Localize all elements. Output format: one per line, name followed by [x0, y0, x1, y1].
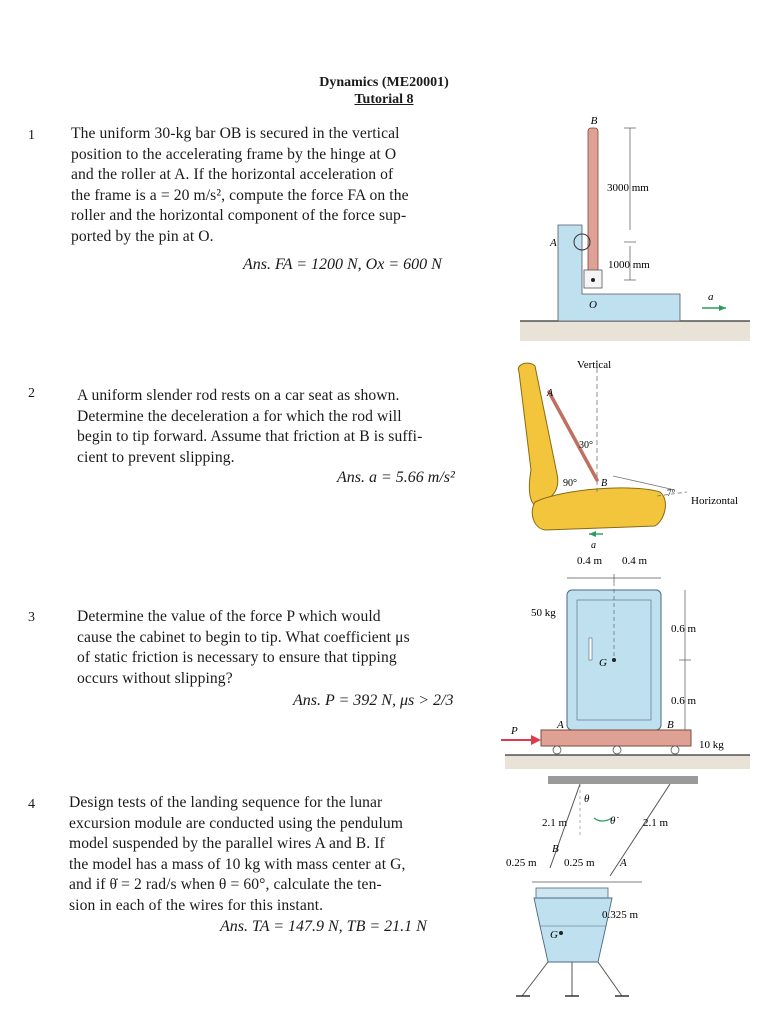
cart — [541, 730, 691, 746]
label-height-2: 0.6 m — [671, 695, 697, 707]
problem-4-text — [69, 793, 459, 916]
problem-1-line: The uniform 30-kg bar OB is secured in the vertical — [71, 125, 400, 142]
problem-3-line: occurs without slipping? — [77, 669, 233, 687]
problem-4-line: Design tests of the landing sequence for the lunar — [69, 794, 383, 811]
problem-1-text — [71, 124, 467, 247]
problem-2-line: cient to prevent slipping. — [77, 448, 235, 466]
arrow-head — [531, 735, 541, 745]
label-3000mm: 3000 mm — [607, 182, 649, 194]
course-title: Dynamics (ME20001) — [319, 75, 449, 90]
rod — [549, 392, 597, 480]
problem-1-answer: Ans. FA = 1200 N, Ox = 600 N — [243, 256, 442, 273]
wheel — [671, 746, 679, 754]
problem-4-number: 4 — [28, 797, 35, 812]
label-0-325m: 0.325 m — [602, 909, 639, 921]
label-length-a: 2.1 m — [643, 817, 669, 829]
problem-4-answer: Ans. TA = 147.9 N, TB = 21.1 N — [220, 918, 427, 935]
label-a: A — [557, 719, 564, 731]
label-p: P — [511, 725, 518, 737]
problem-1-line: roller and the horizontal component of the force sup- — [71, 207, 407, 224]
problem-1-number: 1 — [28, 128, 35, 143]
label-o: O — [589, 299, 597, 311]
problem-4-line: excursion module are conducted using the pendulum — [69, 814, 404, 832]
leg — [522, 962, 548, 996]
label-a: A — [620, 857, 627, 869]
problem-1-line: and the roller at A. If the horizontal acceleration of — [71, 166, 394, 183]
problem-3-text — [77, 607, 463, 689]
label-height-1: 0.6 m — [671, 623, 697, 635]
label-30deg: 30° — [579, 440, 593, 451]
label-7deg: 7° — [667, 488, 676, 498]
wire-a — [610, 784, 670, 876]
label-b: B — [667, 719, 674, 731]
problem-3-line: cause the cabinet to begin to tip. What coefficient μs — [77, 628, 410, 646]
module-body — [534, 898, 612, 962]
label-vertical: Vertical — [577, 359, 612, 371]
problem-4-line: sion in each of the wires for this instant. — [69, 896, 324, 914]
hinge-o — [591, 278, 595, 282]
label-10kg: 10 kg — [699, 739, 724, 751]
label-a: A — [547, 388, 554, 399]
label-width-2: 0.4 m — [622, 555, 648, 567]
problem-1-line: the frame is a = 20 m/s², compute the force FA on the — [71, 186, 409, 204]
problem-2-number: 2 — [28, 386, 35, 401]
label-g: G — [599, 657, 607, 669]
figure-4-lunar-module — [502, 776, 707, 1002]
bar-ob — [588, 128, 598, 286]
label-50kg: 50 kg — [531, 607, 556, 619]
problem-3-answer: Ans. P = 392 N, μs > 2/3 — [293, 692, 454, 709]
arrow-head — [589, 531, 596, 537]
ceiling — [548, 776, 698, 784]
center-g — [559, 931, 563, 935]
figure-1-frame — [520, 112, 750, 342]
label-length-b: 2.1 m — [542, 817, 568, 829]
problem-3-line: Determine the value of the force P which would — [77, 608, 381, 625]
label-b: B — [590, 115, 598, 127]
wheel — [553, 746, 561, 754]
seat-back — [518, 363, 558, 507]
label-a: A — [550, 237, 557, 249]
problem-2-line: Determine the deceleration a for which the rod will — [77, 407, 402, 425]
label-90deg: 90° — [563, 478, 577, 489]
label-width-1: 0.4 m — [577, 555, 603, 567]
label-0-25m-right: 0.25 m — [564, 857, 595, 869]
tutorial-title: Tutorial 8 — [354, 92, 414, 107]
problem-2-line: A uniform slender rod rests on a car seat as shown. — [77, 387, 400, 404]
label-b: B — [601, 478, 608, 489]
label-accel: a — [708, 291, 714, 303]
problem-4-line: and if θ̇ = 2 rad/s when θ = 60°, calculate the ten- — [69, 876, 382, 893]
label-g: G — [550, 929, 558, 941]
ground — [505, 755, 750, 769]
problem-2-line: begin to tip forward. Assume that friction at B is suffi- — [77, 428, 423, 445]
problem-3-line: of static friction is necessary to ensure that tipping — [77, 649, 397, 666]
label-b: B — [552, 843, 559, 855]
problem-2-text — [77, 386, 473, 468]
frame-body — [558, 225, 680, 321]
label-0-25m-left: 0.25 m — [506, 857, 537, 869]
problem-1-line: ported by the pin at O. — [71, 227, 214, 245]
problem-4-line: model suspended by the parallel wires A and B. If — [69, 835, 385, 852]
cabinet-handle — [589, 638, 592, 660]
arrow-head — [719, 305, 726, 311]
problem-3-number: 3 — [28, 610, 35, 625]
label-thetadot: θ̇ — [610, 815, 616, 827]
leg — [598, 962, 622, 996]
wheel — [613, 746, 621, 754]
figure-2-car-seat — [505, 352, 755, 574]
problem-2-answer: Ans. a = 5.66 m/s² — [337, 469, 455, 486]
problem-1-line: position to the accelerating frame by the hinge at O — [71, 145, 397, 163]
page-header — [0, 74, 768, 108]
label-horizontal: Horizontal — [691, 495, 739, 507]
label-1000mm: 1000 mm — [608, 259, 650, 271]
problem-4-line: the model has a mass of 10 kg with mass center at G, — [69, 855, 406, 873]
module-top — [536, 888, 608, 898]
figure-3-cabinet — [497, 550, 759, 775]
ground — [520, 321, 750, 341]
center-g — [612, 658, 616, 662]
label-theta: θ — [584, 793, 590, 805]
label-decel: a — [591, 540, 596, 551]
